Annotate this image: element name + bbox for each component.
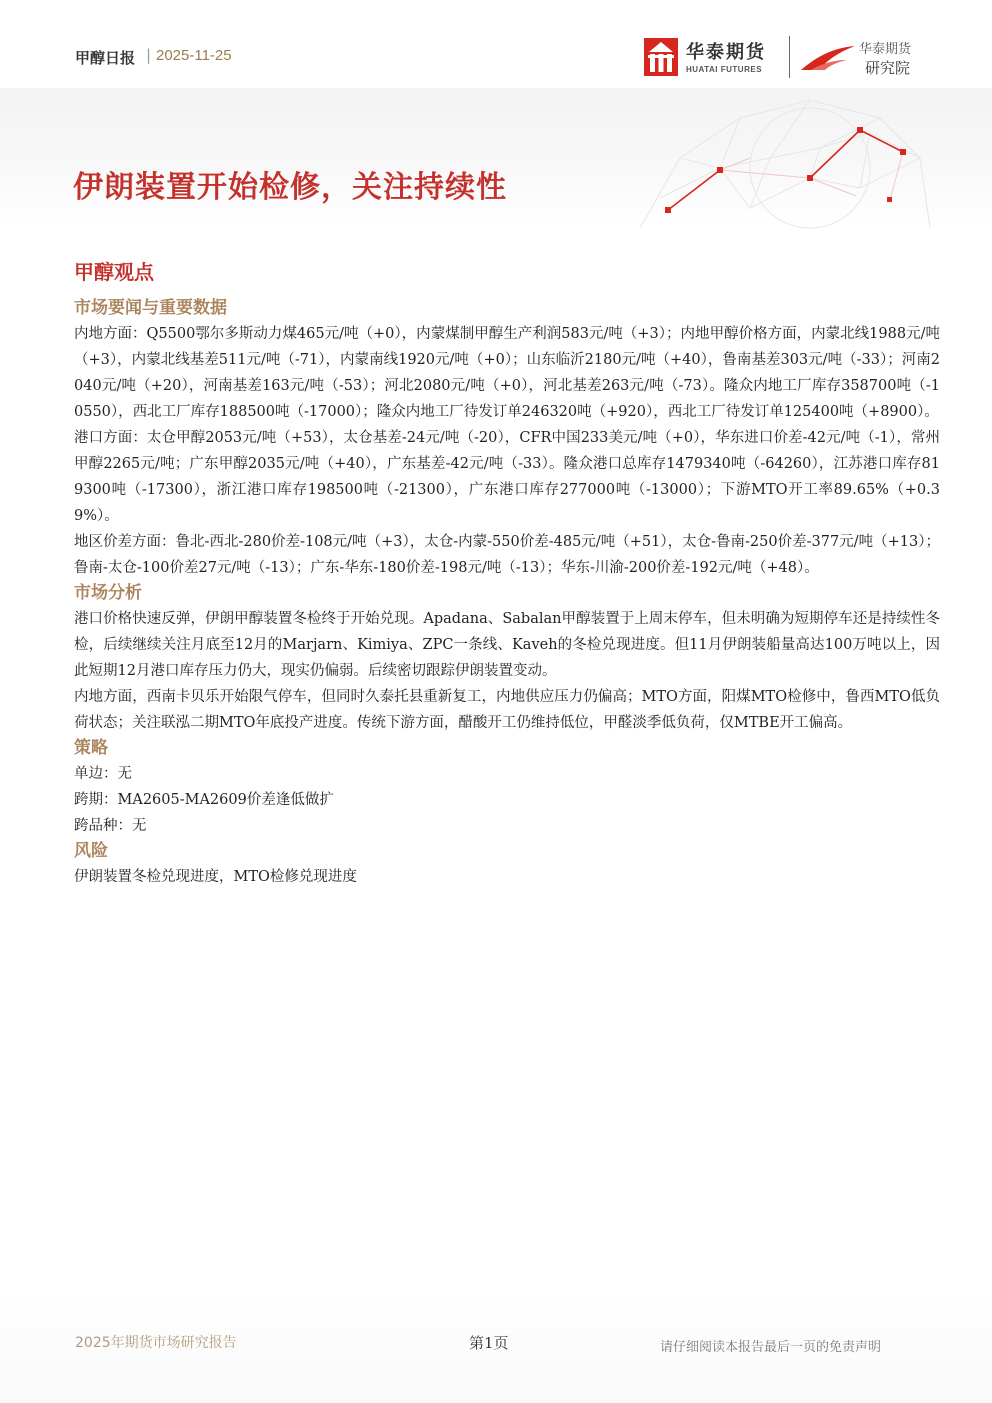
market-analysis-heading: 市场分析 — [74, 583, 142, 603]
report-title: 伊朗装置开始检修，关注持续性 — [73, 170, 507, 205]
inland-paragraph: 内地方面：Q5500鄂尔多斯动力煤465元/吨（+0），内蒙煤制甲醇生产利润583元/吨（+3）；内地甲醇价格方面，内蒙北线1988元/吨（+3），内蒙北线基差511元/吨（-71），内蒙南线1920元/吨（+0）；山东临沂2180元/吨（+40），鲁南基差303元/吨（-33）；河南2040元/吨（+20），河南基差163元/吨（-53）；河北2080元/吨（+0），河北基差263元/吨（-73）。隆众内地工厂库存358700吨（-10550），西北工厂库存188500吨（-17000）；隆众内地工厂待发订单246320吨（+920），西北工厂待发订单125400吨（+8900）。 — [74, 326, 940, 420]
strategy-item: 跨品种：无 — [74, 818, 147, 834]
institute-brand: 华泰期货 — [859, 42, 912, 57]
port-paragraph: 港口方面：太仓甲醇2053元/吨（+53），太仓基差-24元/吨（-20），CFR中国233美元/吨（+0），华东进口价差-42元/吨（-1），常州甲醇2265元/吨；广东甲醇2035元/吨（+40），广东基差-42元/吨（-33）。隆众港口总库存1479340吨（-64260），江苏港口库存819300吨（-17300），浙江港口库存198500吨（-21300），广东港口库存277000吨（-13000）；下游MTO开工率89.65%（+0.39%）。 — [74, 430, 940, 524]
report-header — [0, 0, 992, 88]
strategy-item: 单边：无 — [74, 766, 132, 782]
strategy-heading: 策略 — [74, 738, 108, 758]
analysis-paragraph-inland: 内地方面，西南卡贝乐开始限气停车，但同时久泰托县重新复工，内地供应压力仍偏高；MTO方面，阳煤MTO检修中，鲁西MTO低负荷状态；关注联泓二期MTO年底投产进度。传统下游方面，醋酸开工仍维持低位，甲醛淡季低负荷，仅MTBE开工偏高。 — [74, 689, 940, 731]
huatai-logo-icon — [644, 38, 678, 76]
report-date: 2025-11-25 — [156, 47, 232, 64]
brand-name-cn: 华泰期货 — [686, 42, 766, 63]
institute-wing-icon — [799, 38, 857, 74]
analysis-paragraph-port: 港口价格快速反弹，伊朗甲醇装置冬检终于开始兑现。Apadana、Sabalan甲醇装置于上周末停车，但未明确为短期停车还是持续性冬检，后续继续关注月底至12月的Marjarn、Kimiya、ZPC一条线、Kaveh的冬检兑现进度。但11月伊朗装船量高达100万吨以上，因此短期12月港口库存压力仍大，现实仍偏弱。后续密切跟踪伊朗装置变动。 — [74, 611, 940, 679]
risk-text: 伊朗装置冬检兑现进度，MTO检修兑现进度 — [74, 869, 357, 885]
header-separator: | — [146, 46, 152, 64]
research-institute-logo — [797, 36, 927, 80]
page-number: 第1页 — [469, 1334, 509, 1352]
risk-heading: 风险 — [74, 841, 108, 861]
huatai-futures-logo — [644, 38, 784, 80]
institute-unit: 研究院 — [865, 59, 911, 77]
strategy-item: 跨期：MA2605-MA2609价差逢低做扩 — [74, 792, 334, 808]
regional-spread-paragraph: 地区价差方面：鲁北-西北-280价差-108元/吨（+3），太仓-内蒙-550价差-485元/吨（+51），太仓-鲁南-250价差-377元/吨（+13）；鲁南-太仓-100价差27元/吨（-13）；广东-华东-180价差-198元/吨（-13）；华东-川渝-200价差-192元/吨（+48）。 — [74, 534, 940, 576]
section-title: 甲醇观点 — [74, 260, 154, 284]
network-graphic — [620, 88, 940, 233]
logo-divider — [789, 36, 790, 78]
brand-name-en: HUATAI FUTURES — [686, 65, 763, 74]
disclaimer-notice: 请仔细阅读本报告最后一页的免责声明 — [660, 1340, 882, 1355]
report-body — [74, 258, 940, 890]
footer-report-series: 2025年期货市场研究报告 — [75, 1335, 237, 1351]
market-news-heading: 市场要闻与重要数据 — [74, 298, 227, 318]
report-type: 甲醇日报 — [75, 49, 136, 67]
